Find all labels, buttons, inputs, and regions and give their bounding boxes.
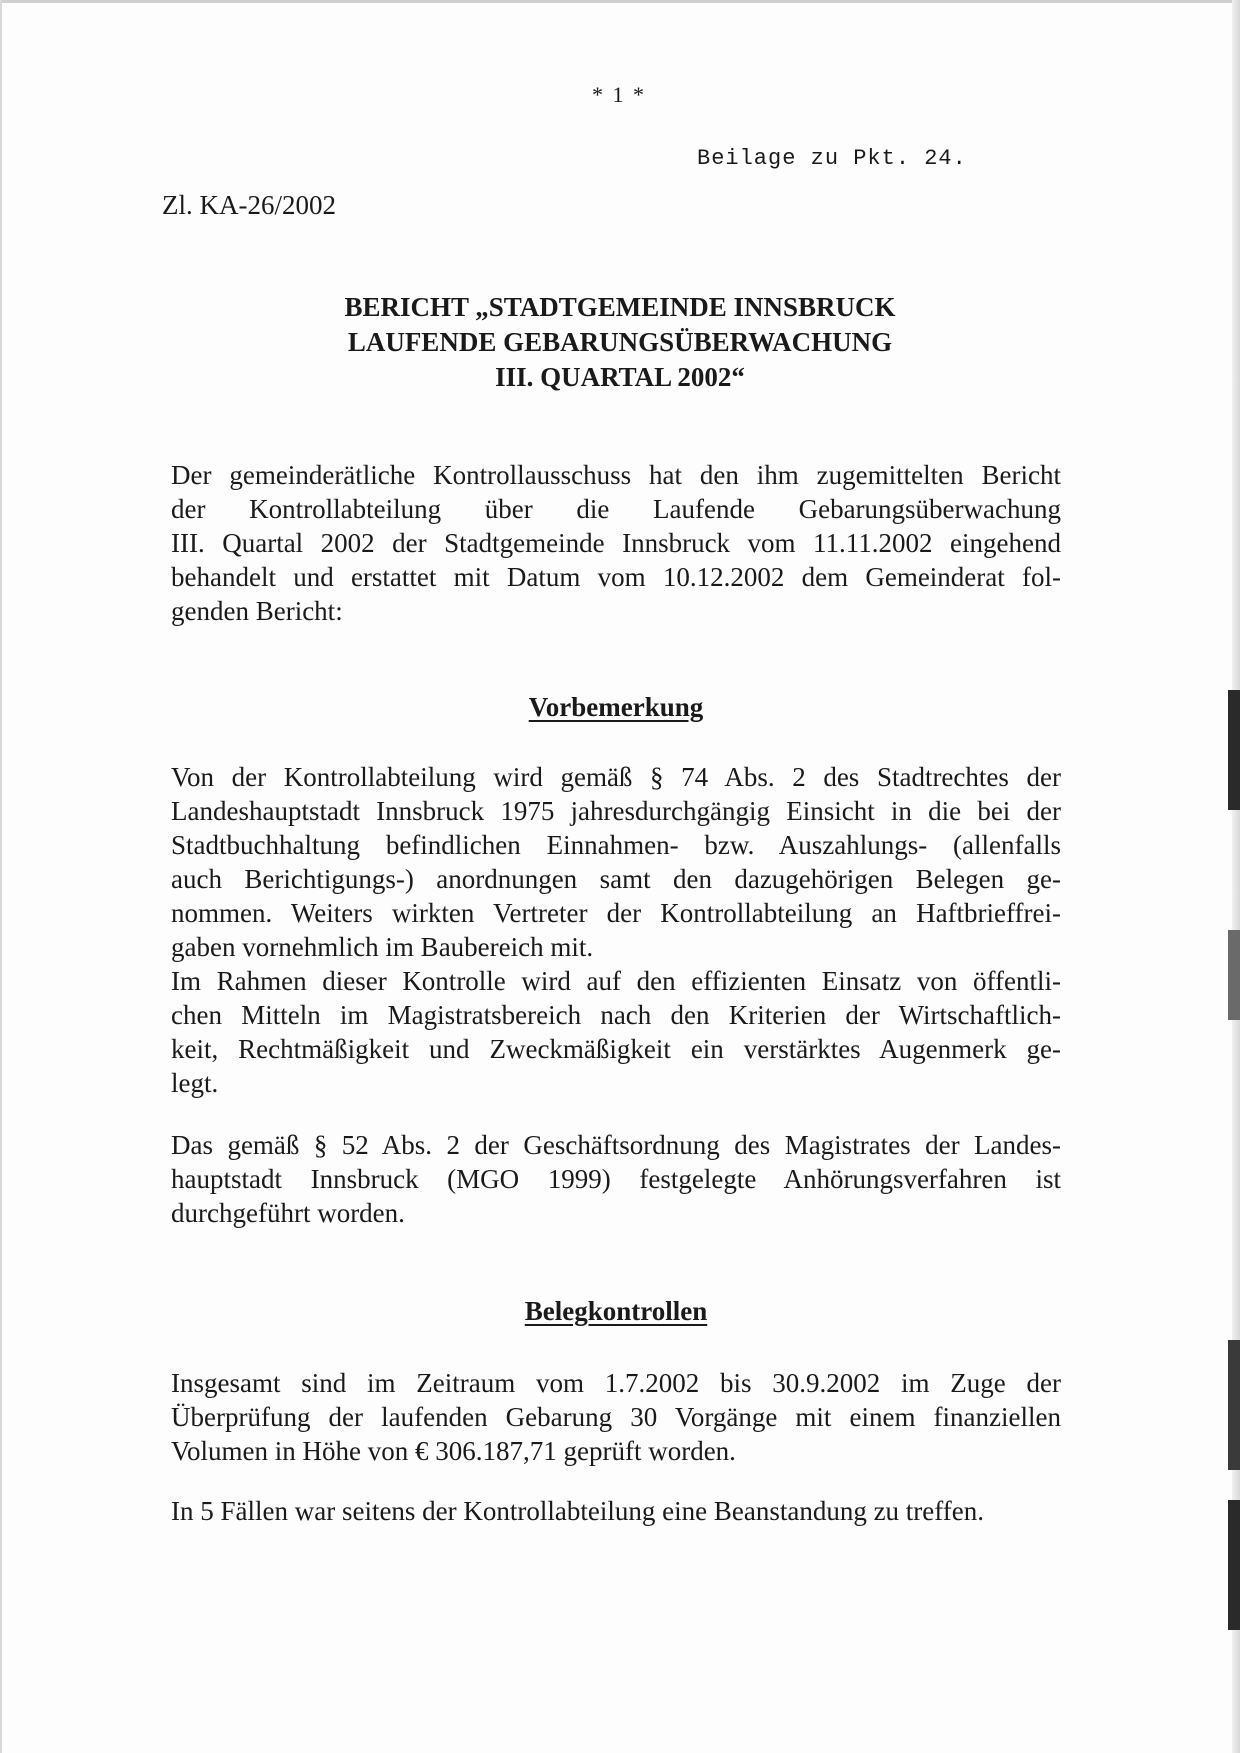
text-line: chen Mitteln im Magistratsbereich nach den Kriterien der Wirtschaftlich- (171, 1000, 1061, 1030)
text-line: legt. (171, 1068, 219, 1098)
text-line: Im Rahmen dieser Kontrolle wird auf den effizienten Einsatz von öffentli- (171, 966, 1061, 996)
text-line: behandelt und erstattet mit Datum vom 10.12.2002 dem Gemeinderat fol- (171, 562, 1061, 592)
text-line: Volumen in Höhe von € 306.187,71 geprüft worden. (171, 1436, 736, 1466)
text-line: Von der Kontrollabteilung wird gemäß § 74 Abs. 2 des Stadtrechtes der (171, 762, 1061, 792)
document-title (180, 290, 1060, 395)
scan-edge-left (0, 0, 2, 1753)
title-line: BERICHT „STADTGEMEINDE INNSBRUCK (344, 292, 896, 322)
section-paragraph: In 5 Fällen war seitens der Kontrollabteilung eine Beanstandung zu treffen. (171, 1496, 985, 1526)
section-heading: Vorbemerkung (528, 692, 704, 722)
text-line: durchgeführt worden. (171, 1198, 405, 1228)
reference-number: Zl. KA-26/2002 (162, 190, 336, 220)
text-line: hauptstadt Innsbruck (MGO 1999) festgelegte Anhörungsverfahren ist (171, 1164, 1061, 1194)
scan-mark (1228, 1340, 1240, 1470)
text-line: nommen. Weiters wirkten Vertreter der Kontrollabteilung an Haftbrieffrei- (171, 898, 1061, 928)
text-line: Stadtbuchhaltung befindlichen Einnahmen- bzw. Auszahlungs- (allenfalls (171, 830, 1061, 860)
scan-mark (1228, 1500, 1240, 1630)
section-paragraph (171, 760, 1061, 1100)
text-line: keit, Rechtmäßigkeit und Zweckmäßigkeit ein verstärktes Augenmerk ge- (171, 1034, 1061, 1064)
text-line: Überprüfung der laufenden Gebarung 30 Vorgänge mit einem finanziellen (171, 1402, 1061, 1432)
attachment-note: Beilage zu Pkt. 24. (697, 146, 967, 171)
text-line: genden Bericht: (171, 596, 343, 626)
section-paragraph (171, 1128, 1061, 1230)
text-line: Der gemeinderätliche Kontrollausschuss hat den ihm zugemittelten Bericht (171, 460, 1061, 490)
title-line: III. QUARTAL 2002“ (495, 362, 745, 392)
scan-edge-top (0, 0, 1240, 3)
title-line: LAUFENDE GEBARUNGSÜBERWACHUNG (347, 327, 893, 357)
text-line: III. Quartal 2002 der Stadtgemeinde Innsbruck vom 11.11.2002 eingehend (171, 528, 1061, 558)
section-paragraph (171, 1366, 1061, 1468)
text-line: der Kontrollabteilung über die Laufende Gebarungsüberwachung (171, 494, 1061, 524)
scan-mark (1228, 690, 1240, 810)
section-heading: Belegkontrollen (524, 1296, 708, 1326)
scan-mark (1228, 930, 1240, 1020)
scan-edge-right (1232, 0, 1240, 1753)
text-line: Das gemäß § 52 Abs. 2 der Geschäftsordnung des Magistrates der Landes- (171, 1130, 1061, 1160)
text-line: gaben vornehmlich im Baubereich mit. (171, 932, 594, 962)
text-line: Insgesamt sind im Zeitraum vom 1.7.2002 bis 30.9.2002 im Zuge der (171, 1368, 1061, 1398)
text-line: auch Berichtigungs-) anordnungen samt den dazugehörigen Belegen ge- (171, 864, 1061, 894)
intro-paragraph (171, 458, 1061, 628)
text-line: Landeshauptstadt Innsbruck 1975 jahresdurchgängig Einsicht in die bei der (171, 796, 1061, 826)
page-number: * 1 * (592, 82, 646, 107)
